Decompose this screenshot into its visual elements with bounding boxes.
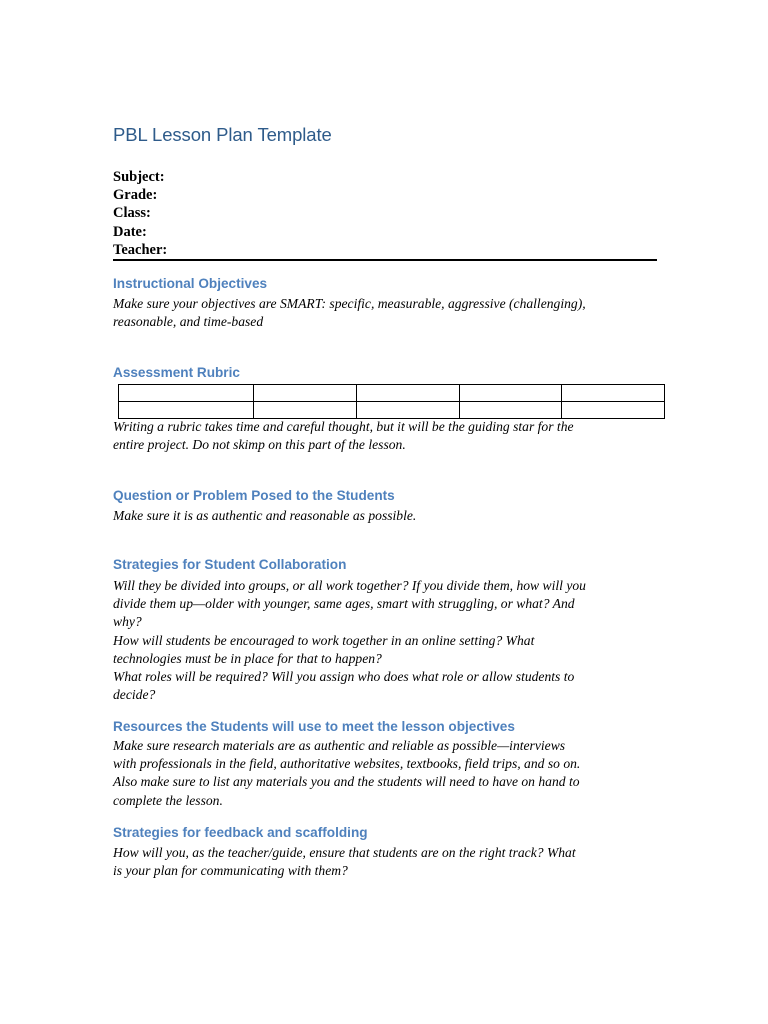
paragraph-line: Will they be divided into groups, or all work together? If you divide them, how will you — [113, 578, 586, 593]
header-fields — [113, 168, 167, 259]
document-title: PBL Lesson Plan Template — [113, 124, 332, 145]
resources-heading: Resources the Students will use to meet the lesson objectives — [113, 719, 515, 734]
collaboration-heading: Strategies for Student Collaboration — [113, 557, 347, 572]
paragraph-line: Make sure your objectives are SMART: specific, measurable, aggressive (challenging), — [113, 296, 586, 311]
resources-text — [113, 737, 673, 810]
rubric-text — [113, 418, 673, 454]
paragraph-line: Make sure it is as authentic and reasonable as possible. — [113, 508, 417, 523]
table-row — [119, 385, 665, 402]
paragraph-line: How will you, as the teacher/guide, ensure that students are on the right track? What — [113, 845, 576, 860]
paragraph-line: Writing a rubric takes time and careful thought, but it will be the guiding star for the — [113, 419, 574, 434]
paragraph-line: technologies must be in place for that to happen? — [113, 650, 382, 666]
table-cell — [562, 385, 665, 402]
field-class: Class: — [113, 205, 151, 222]
paragraph-line: decide? — [113, 687, 156, 703]
question-text — [113, 507, 673, 525]
objectives-text — [113, 295, 673, 331]
paragraph-line: divide them up—older with younger, same ages, smart with struggling, or what? And — [113, 596, 575, 612]
feedback-heading: Strategies for feedback and scaffolding — [113, 825, 368, 840]
objectives-heading: Instructional Objectives — [113, 276, 268, 291]
paragraph-line: What roles will be required? Will you assign who does what role or allow students to — [113, 669, 575, 685]
paragraph-line: entire project. Do not skimp on this part of the lesson. — [113, 437, 406, 453]
table-cell — [357, 385, 460, 402]
table-cell — [562, 402, 665, 419]
rubric-table — [118, 384, 665, 419]
paragraph-line: How will students be encouraged to work together in an online setting? What — [113, 632, 535, 648]
feedback-text — [113, 844, 673, 880]
rubric-heading: Assessment Rubric — [113, 365, 240, 380]
table-cell — [119, 385, 254, 402]
field-teacher: Teacher: — [113, 241, 168, 258]
question-heading: Question or Problem Posed to the Students — [113, 488, 395, 503]
paragraph-line: complete the lesson. — [113, 792, 223, 808]
table-cell — [357, 402, 460, 419]
paragraph-line: why? — [113, 614, 142, 630]
collaboration-text — [113, 577, 673, 704]
table-cell — [460, 385, 562, 402]
table-row — [119, 402, 665, 419]
paragraph-line: is your plan for communicating with them? — [113, 863, 348, 879]
paragraph-line: with professionals in the field, authoritative websites, textbooks, field trips, and so on. — [113, 756, 581, 772]
table-cell — [460, 402, 562, 419]
field-date: Date: — [113, 223, 147, 240]
paragraph-line: reasonable, and time-based — [113, 314, 264, 330]
field-subject: Subject: — [113, 169, 165, 185]
table-cell — [119, 402, 254, 419]
table-cell — [254, 385, 357, 402]
paragraph-line: Make sure research materials are as authentic and reliable as possible—interviews — [113, 738, 566, 753]
field-grade: Grade: — [113, 187, 158, 204]
header-divider — [113, 259, 657, 261]
table-cell — [254, 402, 357, 419]
paragraph-line: Also make sure to list any materials you and the students will need to have on hand to — [113, 774, 580, 790]
